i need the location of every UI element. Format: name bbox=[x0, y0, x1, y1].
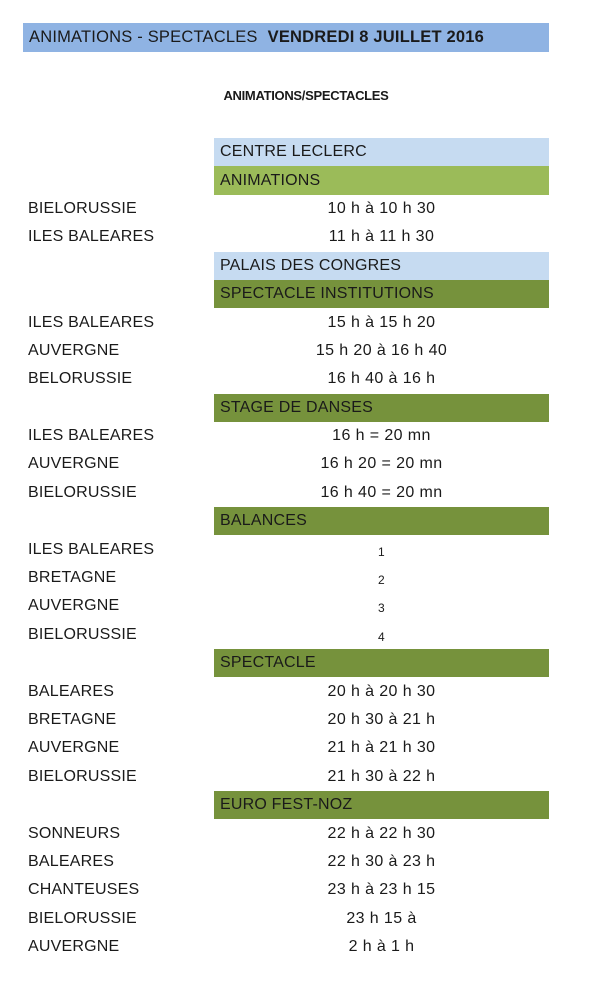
section-row bbox=[0, 166, 596, 194]
group-name: BIELORUSSIE bbox=[28, 625, 137, 643]
group-name: BIELORUSSIE bbox=[28, 909, 137, 927]
group-name: ILES BALEARES bbox=[28, 540, 155, 558]
schedule-row bbox=[0, 621, 596, 649]
time-slot: 22 h à 22 h 30 bbox=[327, 824, 436, 842]
schedule-table bbox=[0, 138, 596, 961]
group-name: SONNEURS bbox=[28, 824, 121, 842]
schedule-row bbox=[0, 706, 596, 734]
event-date: VENDREDI 8 JUILLET 2016 bbox=[267, 28, 485, 46]
group-name: AUVERGNE bbox=[28, 739, 120, 757]
group-name: AUVERGNE bbox=[28, 455, 120, 473]
schedule-row bbox=[0, 763, 596, 791]
order-number: 4 bbox=[377, 629, 386, 644]
time-slot: 21 h 30 à 22 h bbox=[327, 767, 436, 785]
schedule-row bbox=[0, 308, 596, 336]
schedule-row bbox=[0, 876, 596, 904]
subtitle: ANIMATIONS/SPECTACLES bbox=[223, 88, 389, 103]
section-header: SPECTACLE INSTITUTIONS bbox=[214, 280, 549, 308]
schedule-row bbox=[0, 450, 596, 478]
venue-header: PALAIS DES CONGRES bbox=[214, 252, 549, 280]
schedule-row bbox=[0, 905, 596, 933]
schedule-row bbox=[0, 848, 596, 876]
time-slot: 11 h à 11 h 30 bbox=[328, 228, 435, 246]
order-number: 2 bbox=[377, 573, 386, 588]
section-row bbox=[0, 791, 596, 819]
venue-row bbox=[0, 138, 596, 166]
group-name: AUVERGNE bbox=[28, 341, 120, 359]
section-row bbox=[0, 394, 596, 422]
group-name: BIELORUSSIE bbox=[28, 767, 137, 785]
group-name: BALEARES bbox=[28, 852, 115, 870]
time-slot: 16 h = 20 mn bbox=[332, 427, 431, 445]
group-name: BIELORUSSIE bbox=[28, 483, 137, 501]
section-row bbox=[0, 507, 596, 535]
schedule-row bbox=[0, 479, 596, 507]
section-row bbox=[0, 649, 596, 677]
schedule-row bbox=[0, 365, 596, 393]
time-slot: 20 h à 20 h 30 bbox=[327, 682, 436, 700]
page-title: ANIMATIONS - SPECTACLES bbox=[29, 28, 258, 46]
schedule-row bbox=[0, 933, 596, 961]
schedule-row bbox=[0, 337, 596, 365]
schedule-row bbox=[0, 422, 596, 450]
section-header: STAGE DE DANSES bbox=[214, 394, 549, 422]
time-slot: 22 h 30 à 23 h bbox=[327, 852, 436, 870]
time-slot: 2 h à 1 h bbox=[348, 938, 415, 956]
order-number: 3 bbox=[377, 601, 386, 616]
group-name: AUVERGNE bbox=[28, 597, 120, 615]
group-name: BIELORUSSIE bbox=[28, 199, 137, 217]
time-slot: 15 h 20 à 16 h 40 bbox=[315, 341, 448, 359]
section-header: ANIMATIONS bbox=[214, 166, 549, 194]
schedule-row bbox=[0, 223, 596, 251]
section-header: EURO FEST-NOZ bbox=[214, 791, 549, 819]
order-number: 1 bbox=[377, 544, 386, 559]
group-name: ILES BALEARES bbox=[28, 228, 155, 246]
group-name: ILES BALEARES bbox=[28, 427, 155, 445]
schedule-row bbox=[0, 535, 596, 563]
schedule-row bbox=[0, 195, 596, 223]
time-slot: 16 h 20 = 20 mn bbox=[320, 455, 443, 473]
schedule-row bbox=[0, 677, 596, 705]
time-slot: 23 h à 23 h 15 bbox=[327, 881, 436, 899]
group-name: BRETAGNE bbox=[28, 569, 117, 587]
time-slot: 20 h 30 à 21 h bbox=[327, 711, 436, 728]
schedule-row bbox=[0, 564, 596, 592]
title-bar bbox=[23, 23, 549, 52]
time-slot: 23 h 15 à bbox=[346, 909, 417, 927]
schedule-row bbox=[0, 819, 596, 847]
group-name: CHANTEUSES bbox=[28, 881, 140, 899]
section-row bbox=[0, 280, 596, 308]
section-header: BALANCES bbox=[214, 507, 549, 535]
time-slot: 15 h à 15 h 20 bbox=[327, 313, 436, 331]
time-slot: 10 h à 10 h 30 bbox=[327, 199, 436, 217]
time-slot: 16 h 40 = 20 mn bbox=[320, 483, 443, 501]
time-slot: 21 h à 21 h 30 bbox=[327, 739, 436, 757]
venue-row bbox=[0, 252, 596, 280]
schedule-row bbox=[0, 592, 596, 620]
group-name: BELORUSSIE bbox=[28, 370, 133, 388]
group-name: BRETAGNE bbox=[28, 711, 117, 728]
venue-header: CENTRE LECLERC bbox=[214, 138, 549, 166]
group-name: AUVERGNE bbox=[28, 938, 120, 956]
schedule-row bbox=[0, 734, 596, 762]
group-name: BALEARES bbox=[28, 682, 115, 700]
time-slot: 16 h 40 à 16 h bbox=[327, 370, 436, 388]
group-name: ILES BALEARES bbox=[28, 313, 155, 331]
section-header: SPECTACLE bbox=[214, 649, 549, 677]
